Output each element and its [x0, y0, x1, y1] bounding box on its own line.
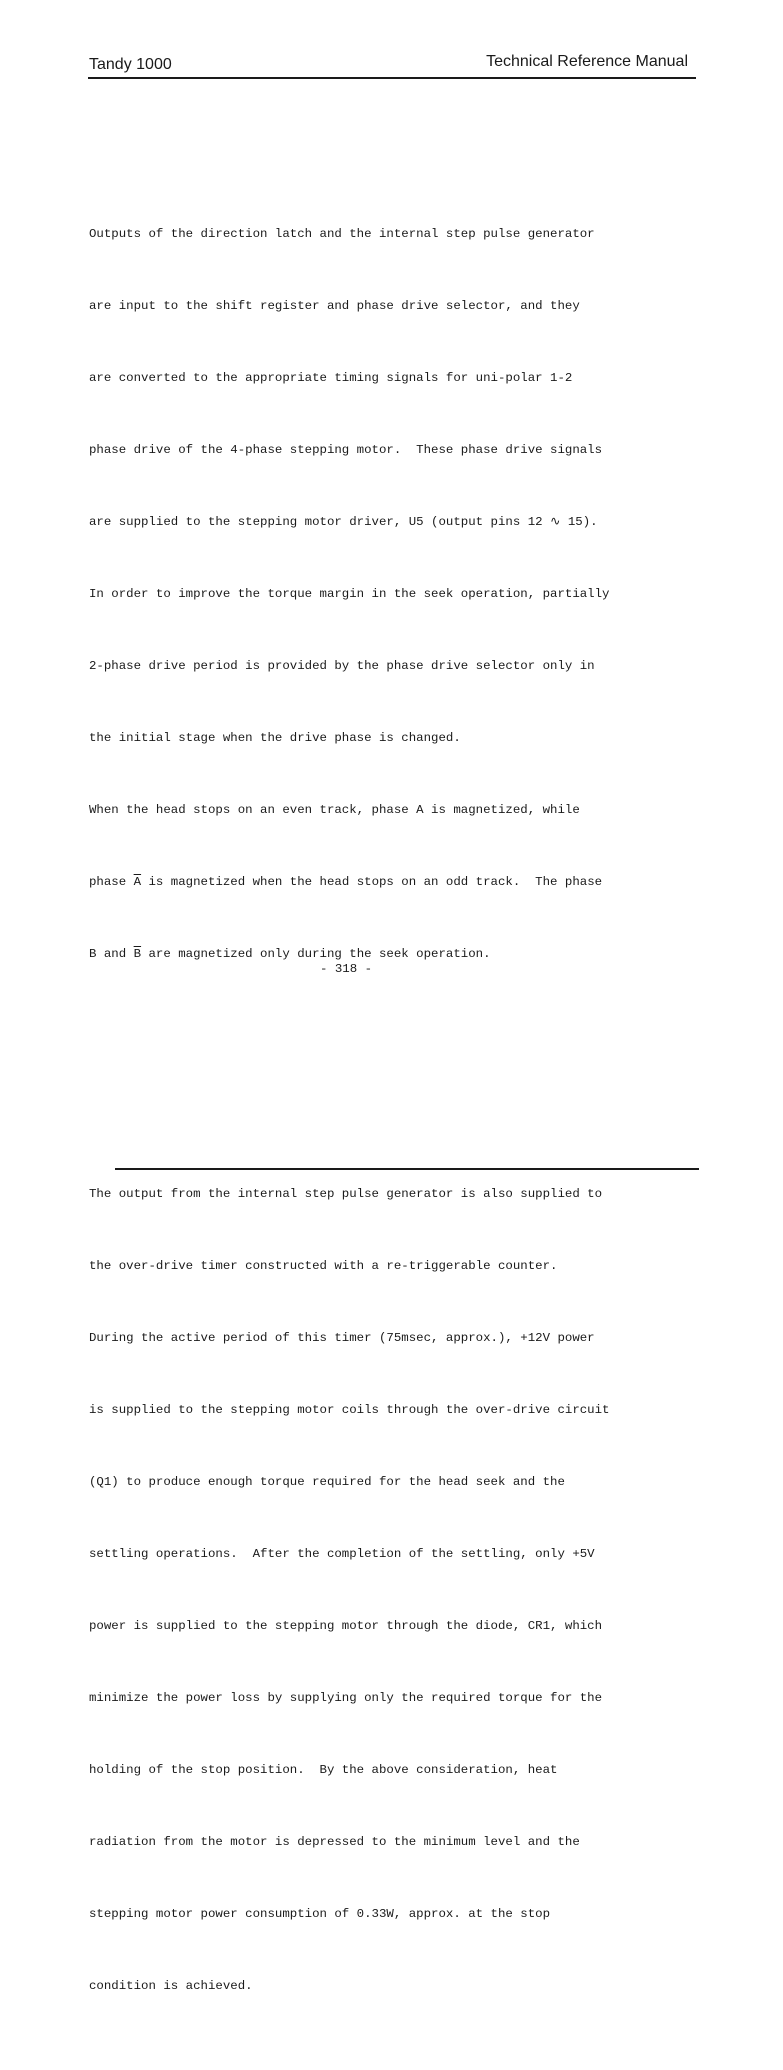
- paragraph-2: [89, 1134, 689, 2046]
- overlined-symbol: $\overline{A}$: [133, 875, 142, 889]
- header-divider: [88, 77, 696, 79]
- text-line: The output from the internal step pulse generator is also supplied to: [89, 1187, 603, 1201]
- page-number: - 318 -: [320, 962, 373, 976]
- text-line: (Q1) to produce enough torque required for the head seek and the: [89, 1475, 565, 1489]
- text-line: power is supplied to the stepping motor through the diode, CR1, which: [89, 1619, 603, 1633]
- text-line: Outputs of the direction latch and the internal step pulse generator: [89, 227, 595, 241]
- paragraph-gap: [89, 1062, 689, 1086]
- text-line: the initial stage when the drive phase is changed.: [89, 731, 461, 745]
- text-line: are input to the shift register and phase drive selector, and they: [89, 299, 580, 313]
- text-line: minimize the power loss by supplying only the required torque for the: [89, 1691, 603, 1705]
- header-title-left: Tandy 1000: [89, 56, 172, 73]
- text-line: 2-phase drive period is provided by the phase drive selector only in: [89, 659, 595, 673]
- text-line: condition is achieved.: [89, 1979, 253, 1993]
- text-line: [89, 942, 689, 966]
- text-line: [89, 870, 689, 894]
- text-line: stepping motor power consumption of 0.33W, approx. at the stop: [89, 1907, 551, 1921]
- text-line: When the head stops on an even track, phase A is magnetized, while: [89, 803, 580, 817]
- footer-divider: [115, 1168, 699, 1170]
- overlined-symbol: $\overline{B}$: [133, 947, 142, 961]
- text-fragment: is magnetized when the head stops on an odd track. The phase: [141, 875, 603, 889]
- text-line: are supplied to the stepping motor driver, U5 (output pins 12 ∿ 15).: [89, 515, 598, 529]
- paragraph-1: [89, 174, 689, 1014]
- text-line: is supplied to the stepping motor coils through the over-drive circuit: [89, 1403, 610, 1417]
- header-title-right: Technical Reference Manual: [486, 53, 688, 70]
- text-fragment: B and: [89, 947, 134, 961]
- text-fragment: phase: [89, 875, 134, 889]
- text-line: settling operations. After the completion of the settling, only +5V: [89, 1547, 595, 1561]
- text-line: the over-drive timer constructed with a re-triggerable counter.: [89, 1259, 558, 1273]
- text-fragment: are magnetized only during the seek operation.: [141, 947, 491, 961]
- document-body: [89, 126, 689, 2070]
- text-line: radiation from the motor is depressed to the minimum level and the: [89, 1835, 580, 1849]
- text-line: During the active period of this timer (75msec, approx.), +12V power: [89, 1331, 595, 1345]
- text-line: phase drive of the 4-phase stepping motor. These phase drive signals: [89, 443, 603, 457]
- text-line: are converted to the appropriate timing signals for uni-polar 1-2: [89, 371, 573, 385]
- text-line: In order to improve the torque margin in the seek operation, partially: [89, 587, 610, 601]
- text-line: holding of the stop position. By the above consideration, heat: [89, 1763, 558, 1777]
